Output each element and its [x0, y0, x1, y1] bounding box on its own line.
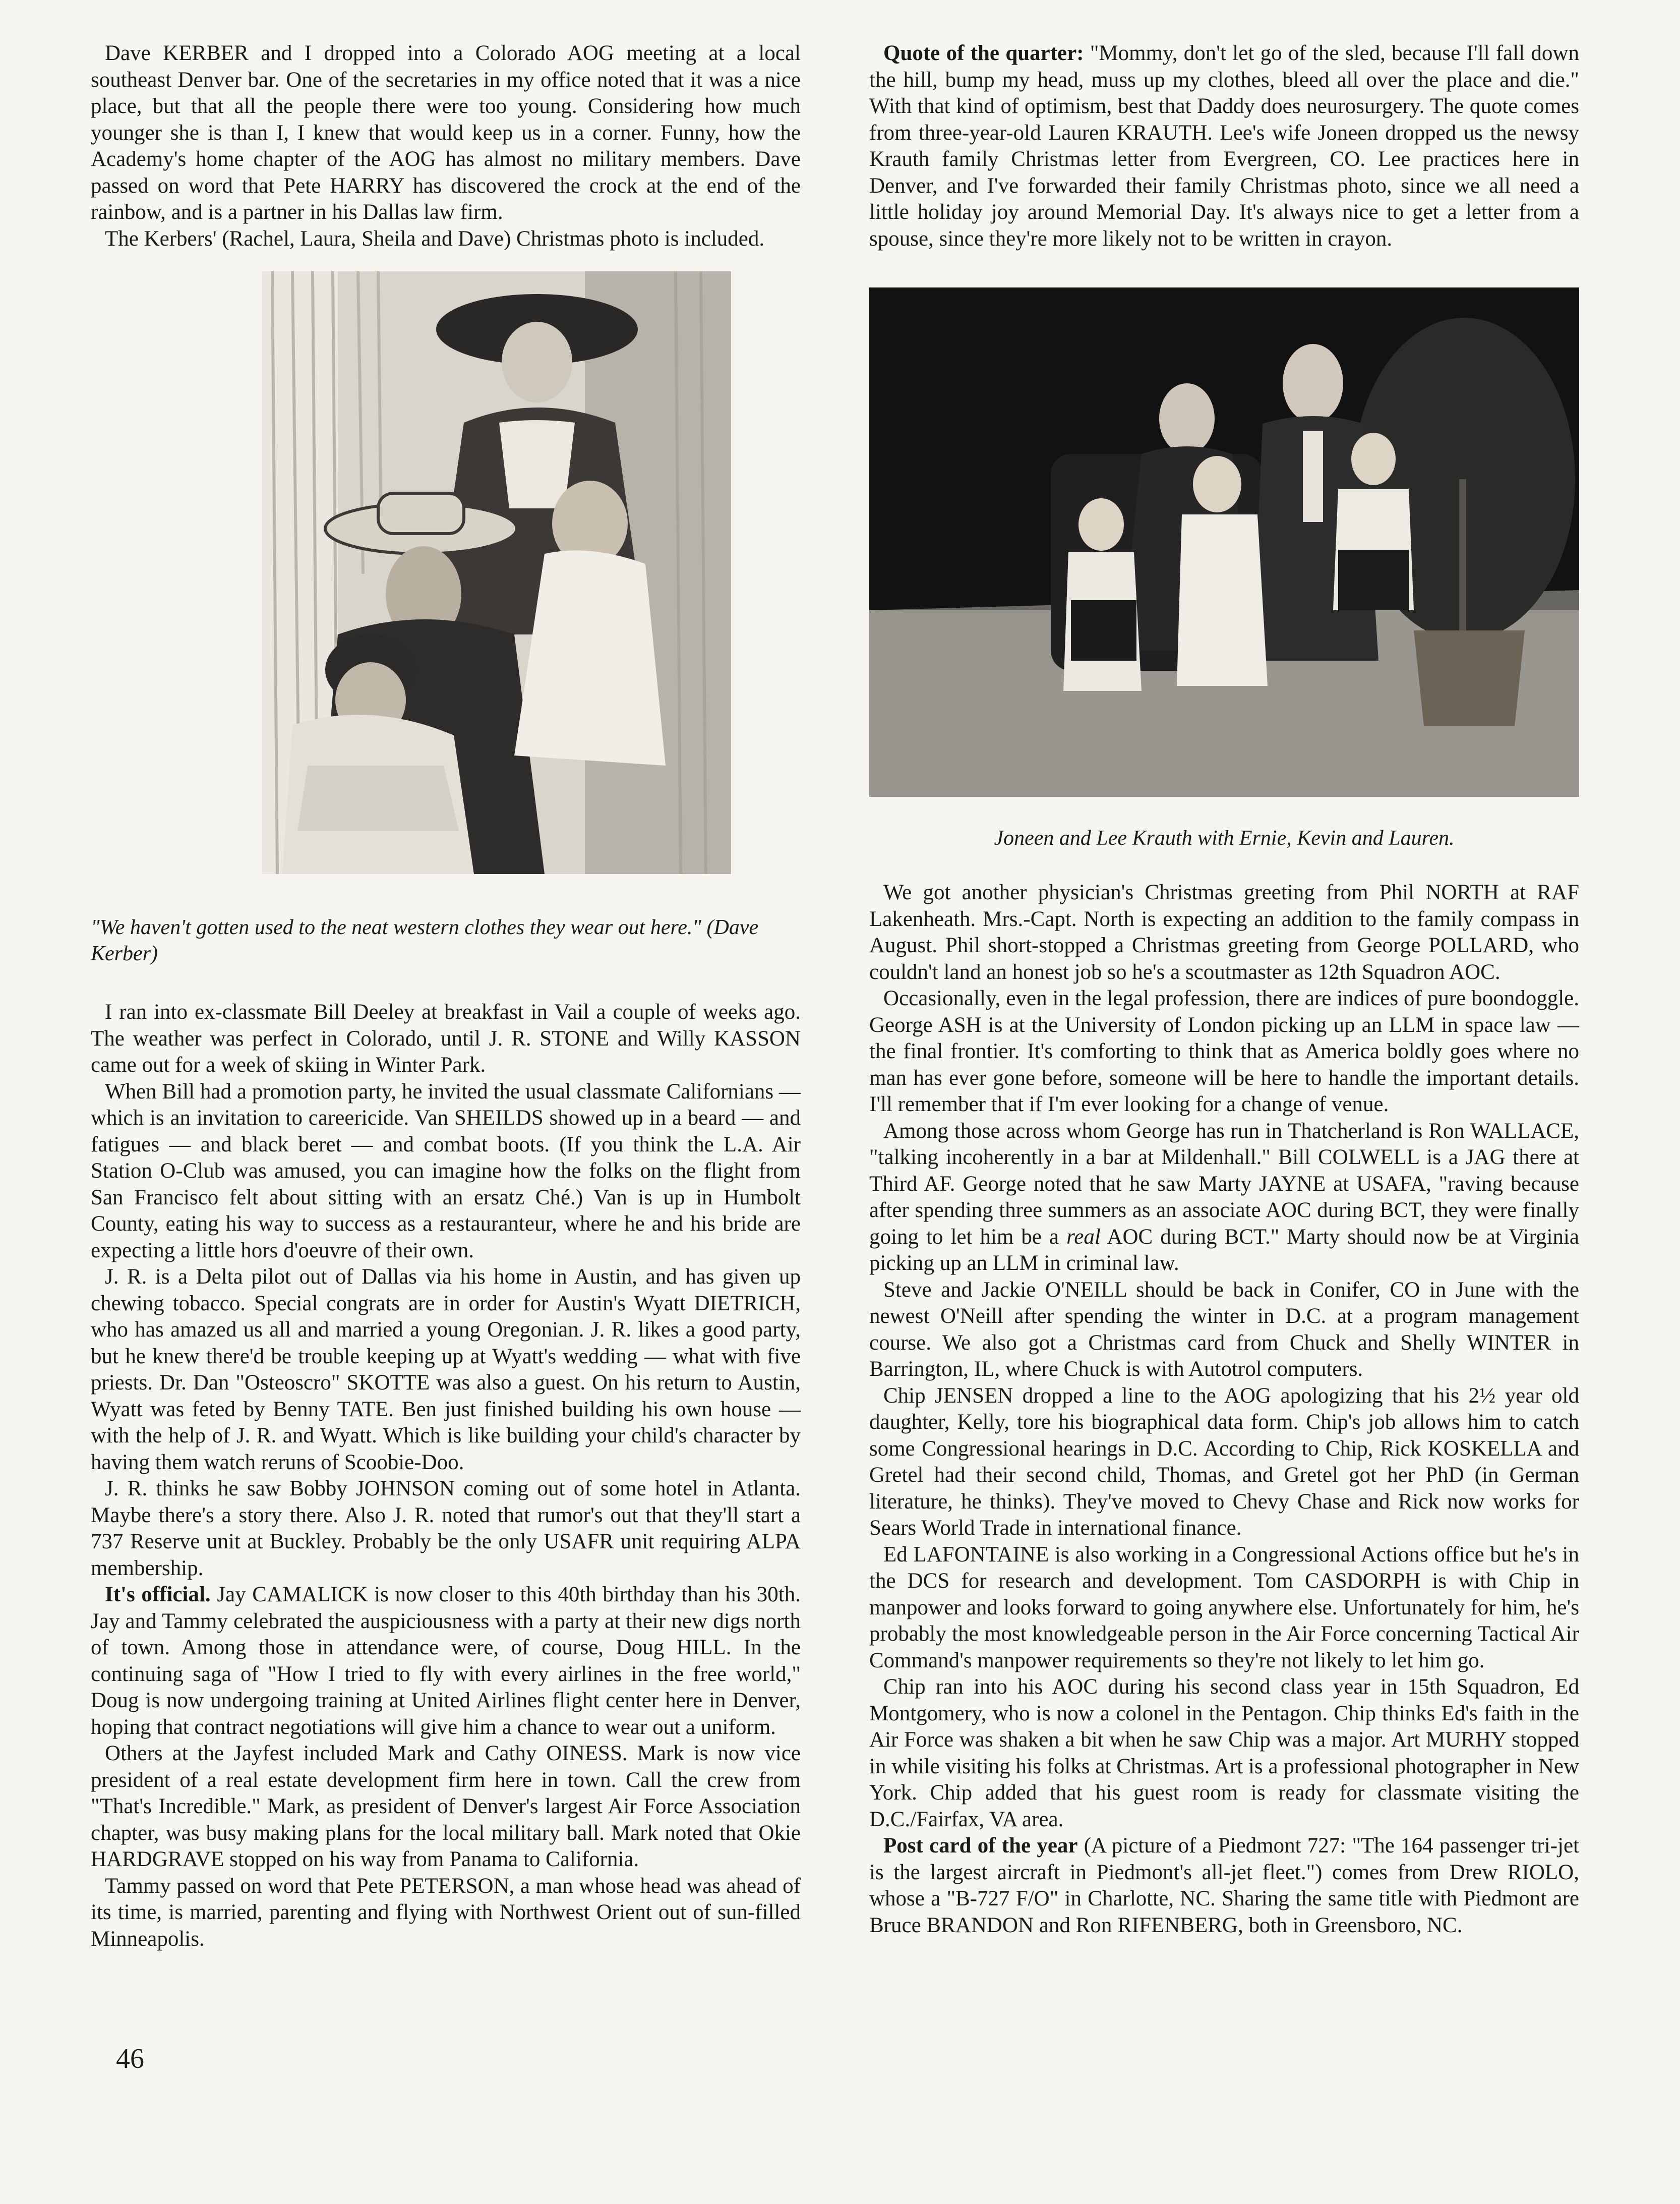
article-paragraph — [91, 1582, 801, 1741]
article-paragraph: When Bill had a promotion party, he invited the usual classmate Californians — which is an invitation to careericide. Van SHEILDS showed up in a beard — and fatigues — and black beret — and combat boots. (If you think the L.A. Air Station O-Club was amused, you can imagine how the folks on the flight from San Francisco felt about sitting with an ersatz Ché.) Van is up in Humbolt County, eating his way to success as a restauranteur, where he and his bride are expecting a little hors d'oeuvre of their own. — [91, 1079, 801, 1262]
page-number: 46 — [116, 2043, 144, 2074]
left-column — [91, 40, 801, 1952]
photo-caption: Joneen and Lee Krauth with Ernie, Kevin and Lauren. — [994, 827, 1455, 850]
krauth-family-photo — [869, 287, 1579, 797]
paragraph-body: AOC during BCT." Marty should now be at Virginia picking up an LLM in criminal law. — [869, 1225, 1579, 1275]
article-paragraph — [869, 40, 1579, 252]
paragraph-body: Jay CAMALICK is now closer to this 40th birthday than his 30th. Jay and Tammy celebrated the auspiciousness with a party at their new digs north of town. Among those in attendance were, of course, Doug HILL. In the continuing saga of "How I tried to fly with every airlines in the free world," Doug is now undergoing training at United Airlines flight center here in Denver, hoping that contract negotiations will give him a chance to wear out a uniform. — [91, 1583, 801, 1739]
emphasis-text: real — [1066, 1225, 1101, 1249]
paragraph-body: (A picture of a Piedmont 727: "The 164 passenger tri-jet is the largest aircraft in Piedmont's all-jet fleet.") comes from Drew RIOLO, whose a "B-727 F/O" in Charlotte, NC. Sharing the same title with Piedmont are Bruce BRANDON and Ron RIFENBERG, both in Greensboro, NC. — [869, 1834, 1579, 1937]
article-paragraph — [869, 1833, 1579, 1939]
kerber-family-photo — [262, 271, 731, 874]
paragraph-body: "Mommy, don't let go of the sled, because I'll fall down the hill, bump my head, muss up my clothes, bleed all over the place and die." With that kind of optimism, best that Daddy does neurosurgery. The quote comes from three-year-old Lauren KRAUTH. Lee's wife Joneen dropped us the newsy Krauth family Christmas letter from Evergreen, CO. Lee practices here in Denver, and I've forwarded their family Christmas photo, since we all need a little holiday joy around Memorial Day. It's always nice to get a letter from a spouse, since they're more likely not to be written in crayon. — [869, 41, 1579, 251]
article-paragraph: Ed LAFONTAINE is also working in a Congressional Actions office but he's in the DCS for research and development. Tom CASDORPH is with Chip in manpower and looks forward to going anywhere else. Unfortunately for him, he's probably the most knowledgeable person in the Air Force concerning Tactical Air Command's manpower requirements so they're not likely to let him go. — [869, 1542, 1579, 1672]
photo-caption: "We haven't gotten used to the neat western clothes they wear out here." (Dave Kerber) — [91, 916, 759, 965]
article-paragraph: Tammy passed on word that Pete PETERSON, a man whose head was ahead of its time, is married, parenting and flying with Northwest Orient out of sun-filled Minneapolis. — [91, 1874, 801, 1951]
article-paragraph: The Kerbers' (Rachel, Laura, Sheila and Dave) Christmas photo is included. — [105, 226, 765, 251]
article-paragraph: J. R. thinks he saw Bobby JOHNSON coming out of some hotel in Atlanta. Maybe there's a story there. Also J. R. noted that rumor's out that they'll start a 737 Reserve unit at Buckley. Probably be the only USAFR unit requiring ALPA membership. — [91, 1477, 801, 1580]
paragraph-lead: Quote of the quarter: — [883, 41, 1084, 65]
article-paragraph: We got another physician's Christmas greeting from Phil NORTH at RAF Lakenheath. Mrs.-Capt. North is expecting an addition to the family compass in August. Phil short-stopped a Christmas greeting from George POLLARD, who couldn't land an honest job so he's a scoutmaster as 12th Squadron AOC. — [869, 881, 1579, 984]
article-paragraph: Steve and Jackie O'NEILL should be back in Conifer, CO in June with the newest O'Neill after spending the winter in D.C. at a program management course. We also got a Christmas card from Chuck and Shelly WINTER in Barrington, IL, where Chuck is with Autotrol computers. — [869, 1278, 1579, 1381]
article-paragraph: Occasionally, even in the legal profession, there are indices of pure boondoggle. George ASH is at the University of London picking up an LLM in space law — the final frontier. It's comforting to think that as America boldly goes where no man has ever gone before, someone will be here to handle the important details. I'll remember that if I'm ever looking for a change of venue. — [869, 987, 1579, 1116]
article-paragraph: I ran into ex-classmate Bill Deeley at breakfast in Vail a couple of weeks ago. The weather was perfect in Colorado, until J. R. STONE and Willy KASSON came out for a week of skiing in Winter Park. — [91, 1000, 801, 1077]
paragraph-body: Among those across whom George has run in Thatcherland is Ron WALLACE, "talking incoherently in a bar at Mildenhall." Bill COLWELL is a JAG there at Third AF. George noted that he saw Marty JAYNE at USAFA, "raving because after spending three summers as an associate AOC during BCT, they were finally going to let him be a — [869, 1119, 1579, 1249]
right-column — [869, 40, 1579, 1939]
article-paragraph: Chip JENSEN dropped a line to the AOG apologizing that his 2½ year old daughter, Kelly, tore his biographical data form. Chip's job allows him to catch some Congressional hearings in D.C. According to Chip, Rick KOSKELLA and Gretel had their second child, Thomas, and Gretel got her PhD (in German literature, he thinks). They've moved to Chevy Chase and Rick now works for Sears World Trade in international finance. — [869, 1383, 1579, 1540]
paragraph-lead: It's official. — [105, 1583, 211, 1606]
article-paragraph — [869, 1118, 1579, 1277]
article-paragraph: Dave KERBER and I dropped into a Colorado AOG meeting at a local southeast Denver bar. One of the secretaries in my office noted that it was a nice place, but that all the people there were too young. Considering how much younger she is than I, I knew that would keep us in a corner. Funny, how the Academy's home chapter of the AOG has almost no military members. Dave passed on word that Pete HARRY has discovered the crock at the end of the rainbow, and is a partner in his Dallas law firm. — [91, 41, 801, 224]
article-paragraph: Chip ran into his AOC during his second class year in 15th Squadron, Ed Montgomery, who is now a colonel in the Pentagon. Chip thinks Ed's faith in the Air Force was shaken a bit when he saw Chip was a major. Art MURHY stopped in while visiting his folks at Christmas. Art is a professional photographer in New York. Chip added that his guest room is ready for classmate visiting the D.C./Fairfax, VA area. — [869, 1675, 1579, 1831]
article-paragraph: J. R. is a Delta pilot out of Dallas via his home in Austin, and has given up chewing tobacco. Special congrats are in order for Austin's Wyatt DIETRICH, who has amazed us all and married a young Oregonian. J. R. likes a good party, but he knew there'd be trouble keeping up at Wyatt's wedding — what with five priests. Dr. Dan "Osteoscro" SKOTTE was also a guest. On his return to Austin, Wyatt was feted by Benny TATE. Ben just finished building his own house — with the help of J. R. and Wyatt. Which is like building your child's character by having them watch reruns of Scoobie-Doo. — [91, 1265, 801, 1474]
article-paragraph: Others at the Jayfest included Mark and Cathy OINESS. Mark is now vice president of a real estate development firm here in town. Call the crew from "That's Incredible." Mark, as president of Denver's largest Air Force Association chapter, was busy making plans for the local military ball. Mark noted that Okie HARDGRAVE stopped on his way from Panama to California. — [91, 1742, 801, 1871]
paragraph-lead: Post card of the year — [883, 1834, 1078, 1858]
